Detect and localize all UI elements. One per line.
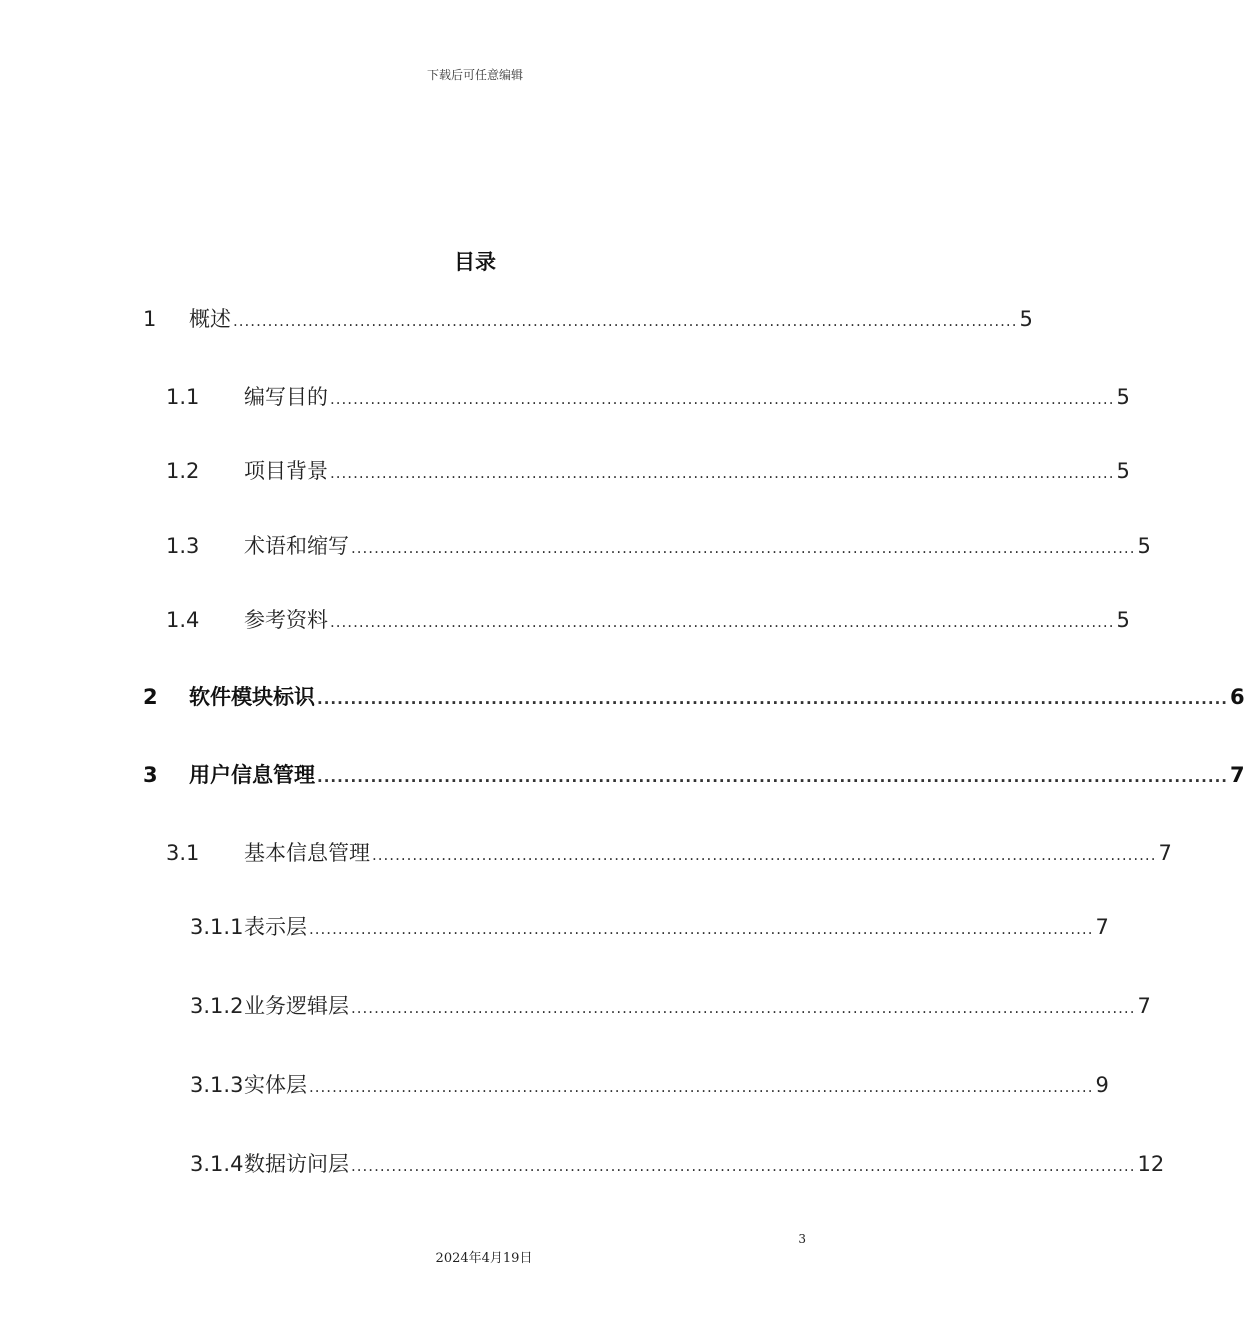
toc-entry-page: 5	[1019, 307, 1033, 331]
page-header: 下载后可任意编辑	[426, 68, 523, 82]
toc-entry-text: 软件模块标识	[189, 685, 315, 709]
toc-entry-1-3[interactable]	[0, 531, 1151, 561]
toc-entry-1-4[interactable]	[0, 605, 1130, 635]
toc-entry-number: 3.1.2	[190, 994, 244, 1018]
dot-leader: ........................................................................................................................................	[330, 613, 1115, 631]
toc-entry-3-1-3[interactable]	[0, 1070, 1109, 1100]
toc-entry-3-1-2[interactable]	[0, 991, 1151, 1021]
toc-title: 目录	[454, 250, 496, 274]
dot-leader: ........................................................................................................................................	[351, 1157, 1136, 1175]
toc-entry-number: 1.2	[166, 459, 200, 483]
dot-leader: ........................................................................................................................................	[330, 390, 1115, 408]
toc-entry-page: 5	[1116, 385, 1130, 409]
toc-entry-text: 概述	[189, 307, 231, 331]
dot-leader: ........................................................................................................................................	[317, 768, 1228, 786]
footer-date: 2024年4月19日	[435, 1251, 533, 1266]
toc-entry-text: 基本信息管理	[244, 841, 370, 865]
dot-leader: ........................................................................................................................................	[309, 920, 1094, 938]
toc-entry-page: 9	[1095, 1073, 1109, 1097]
toc-entry-page: 7	[1137, 994, 1151, 1018]
toc-entry-3-1[interactable]	[0, 838, 1172, 868]
toc-entry-page: 7	[1158, 841, 1172, 865]
toc-entry-3-1-1[interactable]	[0, 912, 1109, 942]
toc-entry-text: 表示层	[244, 915, 307, 939]
toc-entry-number: 1	[143, 307, 157, 331]
toc-entry-page: 5	[1116, 459, 1130, 483]
toc-entry-3-1-4[interactable]	[0, 1149, 1165, 1179]
toc-entry-1[interactable]	[0, 304, 1033, 334]
toc-entry-number: 2	[143, 685, 158, 709]
toc-entry-1-1[interactable]	[0, 382, 1130, 412]
toc-entry-page: 7	[1095, 915, 1109, 939]
dot-leader: ........................................................................................................................................	[233, 312, 1018, 330]
toc-entry-number: 1.1	[166, 385, 200, 409]
page-number: 3	[798, 1232, 806, 1246]
toc-entry-text: 参考资料	[244, 608, 328, 632]
dot-leader: ........................................................................................................................................	[372, 846, 1157, 864]
toc-entry-page: 6	[1229, 685, 1245, 709]
toc-entry-page: 7	[1229, 763, 1245, 787]
toc-entry-text: 业务逻辑层	[244, 994, 349, 1018]
toc-entry-text: 项目背景	[244, 459, 328, 483]
toc-entry-number: 3.1.3	[190, 1073, 244, 1097]
toc-entry-number: 3	[143, 763, 158, 787]
dot-leader: ........................................................................................................................................	[351, 999, 1136, 1017]
toc-entry-text: 实体层	[244, 1073, 307, 1097]
dot-leader: ........................................................................................................................................	[330, 464, 1115, 482]
toc-entry-text: 编写目的	[244, 385, 328, 409]
toc-entry-number: 3.1.4	[190, 1152, 244, 1176]
toc-entry-1-2[interactable]	[0, 456, 1130, 486]
dot-leader: ........................................................................................................................................	[309, 1078, 1094, 1096]
dot-leader: ........................................................................................................................................	[351, 539, 1136, 557]
toc-entry-page: 5	[1137, 534, 1151, 558]
toc-entry-number: 1.4	[166, 608, 200, 632]
toc-entry-number: 1.3	[166, 534, 200, 558]
toc-entry-text: 数据访问层	[244, 1152, 349, 1176]
toc-entry-number: 3.1.1	[190, 915, 244, 939]
toc-entry-2[interactable]	[0, 682, 1245, 712]
toc-entry-text: 术语和缩写	[244, 534, 349, 558]
toc-entry-3[interactable]	[0, 760, 1245, 790]
toc-entry-text: 用户信息管理	[189, 763, 315, 787]
toc-entry-page: 12	[1137, 1152, 1165, 1176]
dot-leader: ........................................................................................................................................	[317, 690, 1228, 708]
toc-entry-number: 3.1	[166, 841, 200, 865]
toc-entry-page: 5	[1116, 608, 1130, 632]
